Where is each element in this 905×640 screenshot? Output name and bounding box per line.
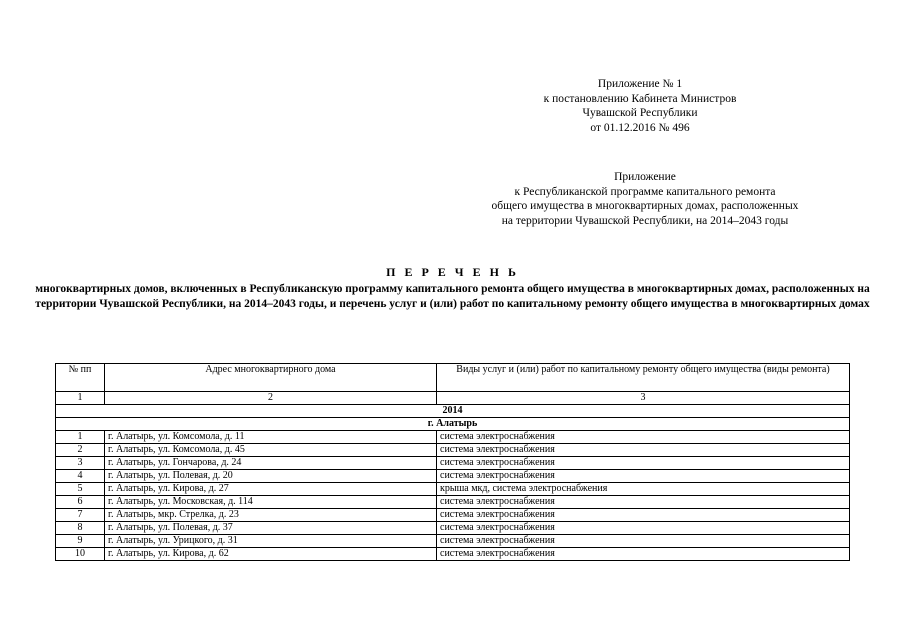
row-address: г. Алатырь, ул. Комсомола, д. 11 — [105, 431, 437, 444]
year-group-row — [56, 405, 850, 418]
row-works: система электроснабжения — [437, 496, 850, 509]
column-index: 2 — [105, 392, 437, 405]
row-works: система электроснабжения — [437, 509, 850, 522]
row-address: г. Алатырь, мкр. Стрелка, д. 23 — [105, 509, 437, 522]
row-address: г. Алатырь, ул. Гончарова, д. 24 — [105, 457, 437, 470]
row-num: 10 — [56, 548, 105, 561]
row-address: г. Алатырь, ул. Кирова, д. 62 — [105, 548, 437, 561]
appendix-1-line: Чувашской Республики — [582, 107, 698, 119]
row-works: система электроснабжения — [437, 444, 850, 457]
row-address: г. Алатырь, ул. Московская, д. 114 — [105, 496, 437, 509]
appendix-1-line: от 01.12.2016 № 496 — [590, 121, 690, 134]
row-works: система электроснабжения — [437, 535, 850, 548]
table-row — [56, 470, 850, 483]
row-num: 3 — [56, 457, 105, 470]
header-address: Адрес многоквартирного дома — [105, 364, 437, 392]
title-subtitle: многоквартирных домов, включенных в Республиканскую программу капитального ремонта общего имущества в многоквартирных домах, расположенных на территории Чувашской Республики, на 2014–2043 годы, и перечень услуг и (или) работ по капитальному ремонту общего имущества в многоквартирных домах — [35, 283, 870, 310]
row-address: г. Алатырь, ул. Урицкого, д. 31 — [105, 535, 437, 548]
table-row — [56, 548, 850, 561]
table-row — [56, 496, 850, 509]
appendix-1-heading — [520, 77, 760, 135]
header-works: Виды услуг и (или) работ по капитальному ремонту общего имущества (виды ремонта) — [437, 364, 850, 392]
appendix-1-line: Приложение № 1 — [597, 78, 683, 90]
column-index: 3 — [437, 392, 850, 405]
row-works: система электроснабжения — [437, 470, 850, 483]
city-group-row — [56, 418, 850, 431]
year-label: 2014 — [56, 405, 850, 418]
row-address: г. Алатырь, ул. Кирова, д. 27 — [105, 483, 437, 496]
row-num: 7 — [56, 509, 105, 522]
row-num: 2 — [56, 444, 105, 457]
table-header-row — [56, 364, 850, 392]
row-works: система электроснабжения — [437, 431, 850, 444]
table-row — [56, 457, 850, 470]
row-address: г. Алатырь, ул. Комсомола, д. 45 — [105, 444, 437, 457]
table-row — [56, 444, 850, 457]
appendix-2-line: общего имущества в многоквартирных домах, расположенных — [491, 200, 799, 212]
row-address: г. Алатырь, ул. Полевая, д. 20 — [105, 470, 437, 483]
row-works: система электроснабжения — [437, 522, 850, 535]
table-row — [56, 483, 850, 496]
row-num: 5 — [56, 483, 105, 496]
appendix-2-line: на территории Чувашской Республики, на 2014–2043 годы — [501, 214, 789, 227]
table-row — [56, 431, 850, 444]
buildings-table — [55, 363, 850, 561]
row-num: 4 — [56, 470, 105, 483]
table-row — [56, 509, 850, 522]
row-num: 8 — [56, 522, 105, 535]
row-works: крыша мкд, система электроснабжения — [437, 483, 850, 496]
appendix-2-heading — [460, 170, 830, 228]
column-index: 1 — [56, 392, 105, 405]
row-num: 1 — [56, 431, 105, 444]
city-label: г. Алатырь — [56, 418, 850, 431]
table-row — [56, 535, 850, 548]
column-index-row — [56, 392, 850, 405]
row-works: система электроснабжения — [437, 548, 850, 561]
row-works: система электроснабжения — [437, 457, 850, 470]
appendix-1-line: к постановлению Кабинета Министров — [543, 92, 737, 105]
header-num: № пп — [56, 364, 105, 392]
row-address: г. Алатырь, ул. Полевая, д. 37 — [105, 522, 437, 535]
document-title — [30, 265, 875, 312]
appendix-2-line: Приложение — [614, 171, 676, 183]
row-num: 6 — [56, 496, 105, 509]
appendix-2-line: к Республиканской программе капитального ремонта — [514, 185, 776, 198]
title-main: П Е Р Е Ч Е Н Ь — [386, 265, 519, 279]
row-num: 9 — [56, 535, 105, 548]
table-row — [56, 522, 850, 535]
